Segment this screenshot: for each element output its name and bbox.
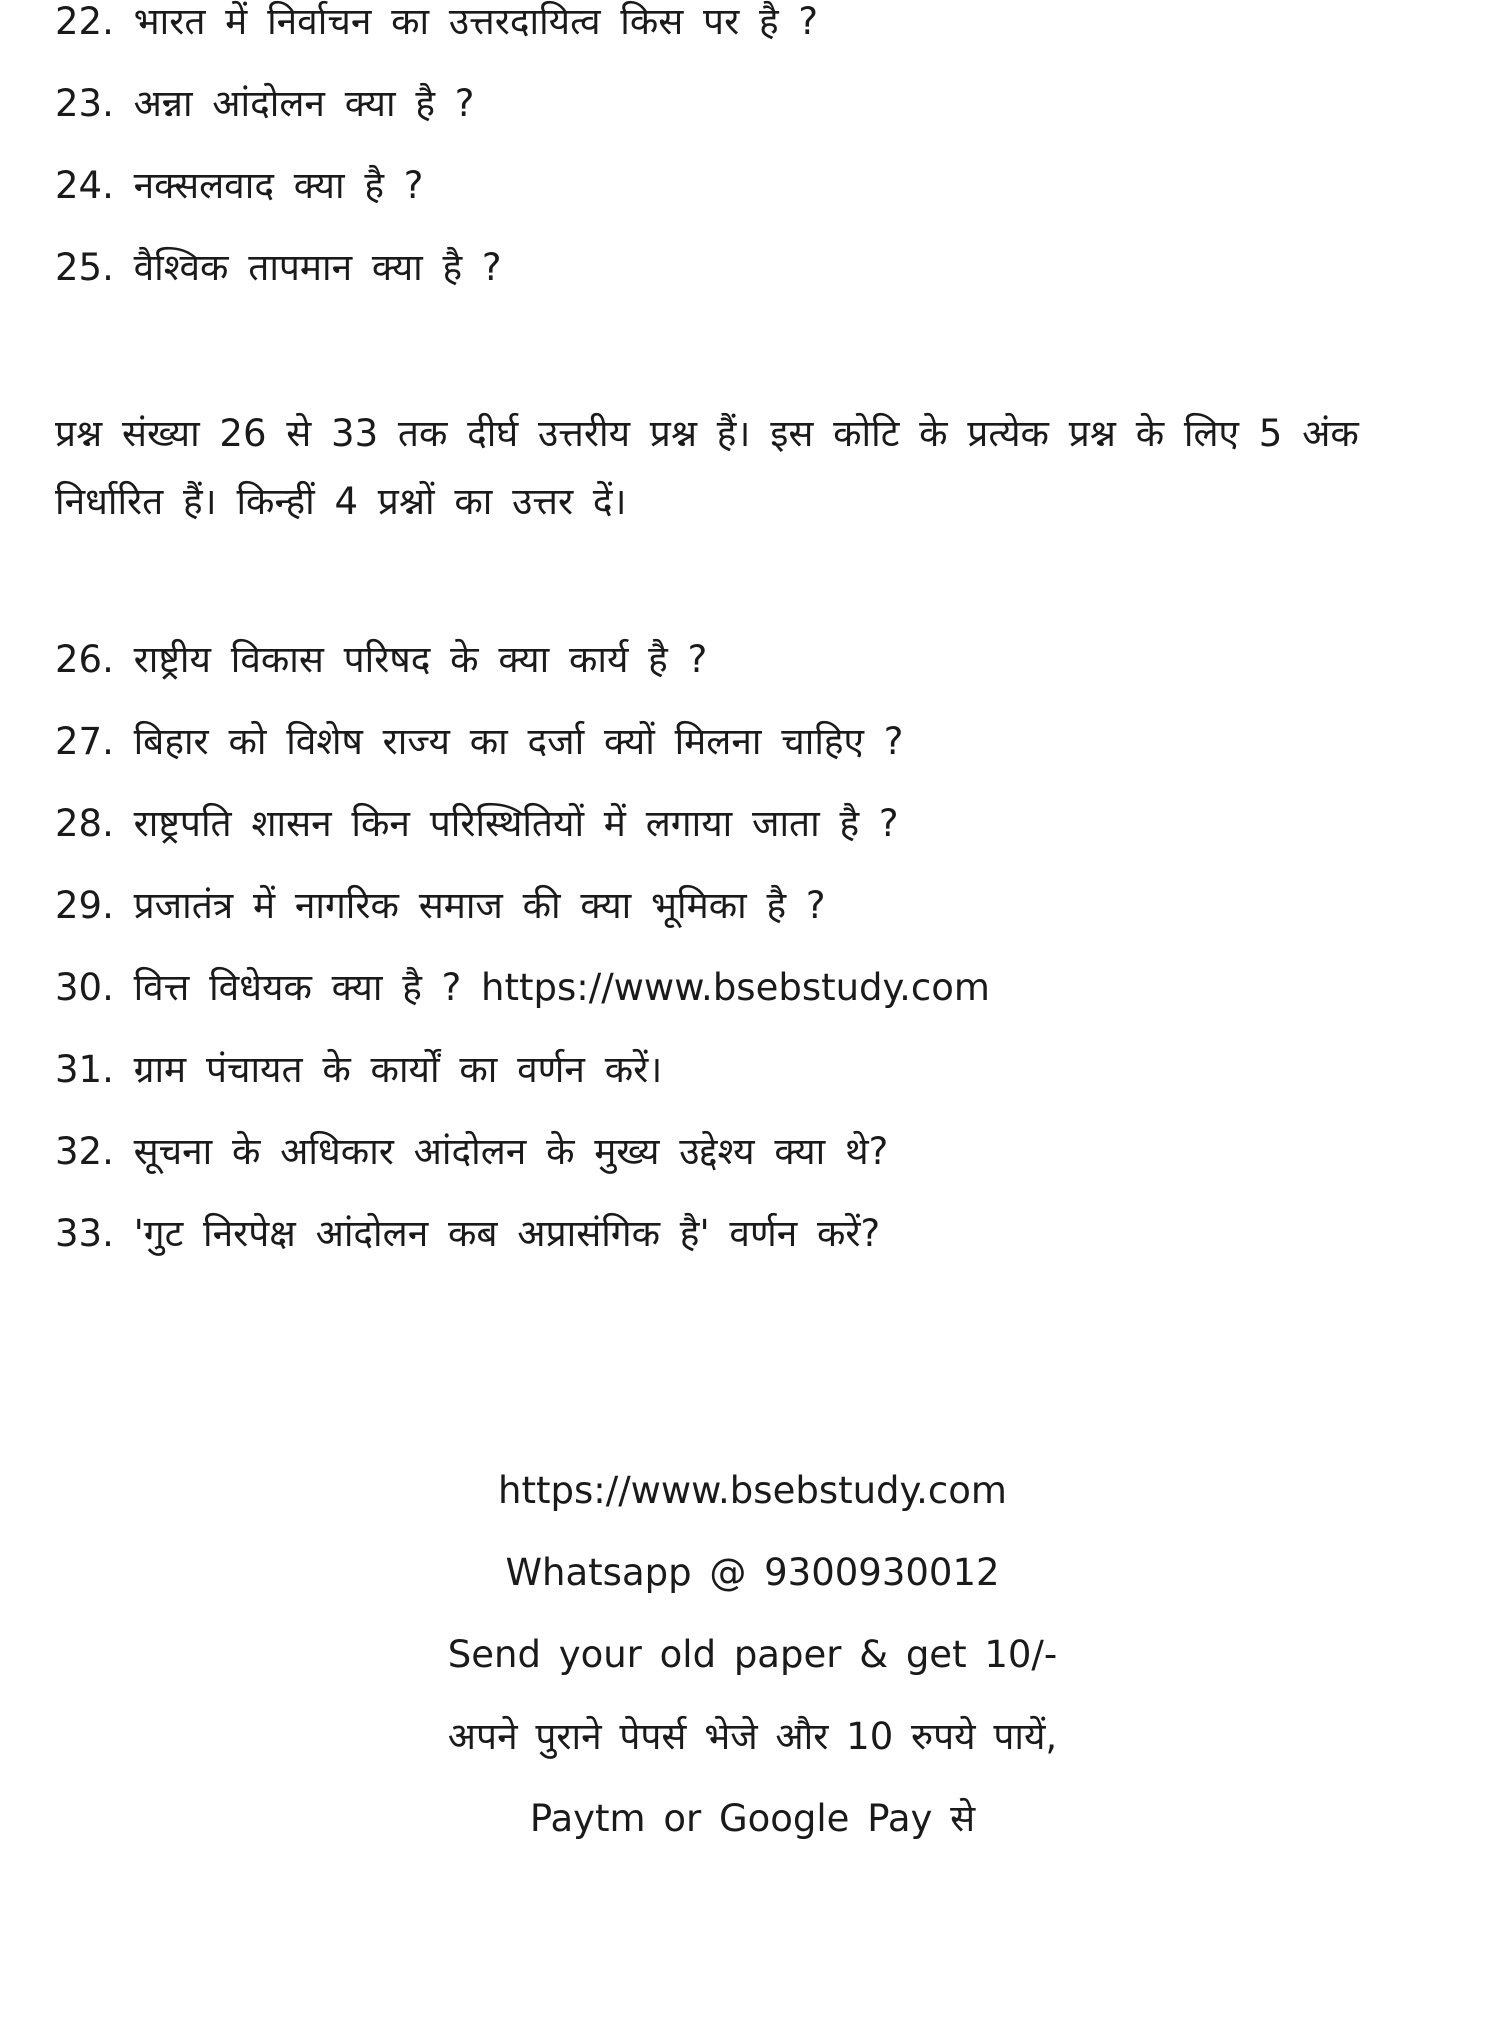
question-25: 25. वैश्विक तापमान क्या है ? [55,246,502,289]
promo-footer [0,1450,1505,1860]
website-link[interactable]: https://www.bsebstudy.com [498,1469,1007,1512]
question-26: 26. राष्ट्रीय विकास परिषद के क्या कार्य है ? [55,638,708,681]
question-22: 22. भारत में निर्वाचन का उत्तरदायित्व किस पर है ? [55,0,819,43]
question-28: 28. राष्ट्रपति शासन किन परिस्थितियों में लगाया जाता है ? [55,802,899,845]
payment-methods: Paytm or Google Pay से [529,1797,976,1840]
question-33: 33. 'गुट निरपेक्ष आंदोलन कब अप्रासंगिक है' वर्णन करें? [55,1212,881,1255]
whatsapp-contact: Whatsapp @ 9300930012 [505,1551,1000,1594]
offer-hindi: अपने पुराने पेपर्स भेजे और 10 रुपये पायें, [447,1715,1058,1758]
question-24: 24. नक्सलवाद क्या है ? [55,164,424,207]
section-instructions: प्रश्न संख्या 26 से 33 तक दीर्घ उत्तरीय प्रश्न हैं। इस कोटि के प्रत्येक प्रश्न के लिए 5 अंक निर्धारित हैं। किन्हीं 4 प्रश्नों का उत्तर दें। [55,412,1359,523]
question-31: 31. ग्राम पंचायत के कार्यों का वर्णन करें। [55,1048,663,1091]
question-23: 23. अन्ना आंदोलन क्या है ? [55,82,475,125]
question-27: 27. बिहार को विशेष राज्य का दर्जा क्यों मिलना चाहिए ? [55,720,904,763]
question-32: 32. सूचना के अधिकार आंदोलन के मुख्य उद्देश्य क्या थे? [55,1130,889,1173]
question-30: 30. वित्त विधेयक क्या है ? https://www.bsebstudy.com [55,966,990,1009]
question-29: 29. प्रजातंत्र में नागरिक समाज की क्या भूमिका है ? [55,884,826,927]
offer-english: Send your old paper & get 10/- [447,1633,1058,1676]
